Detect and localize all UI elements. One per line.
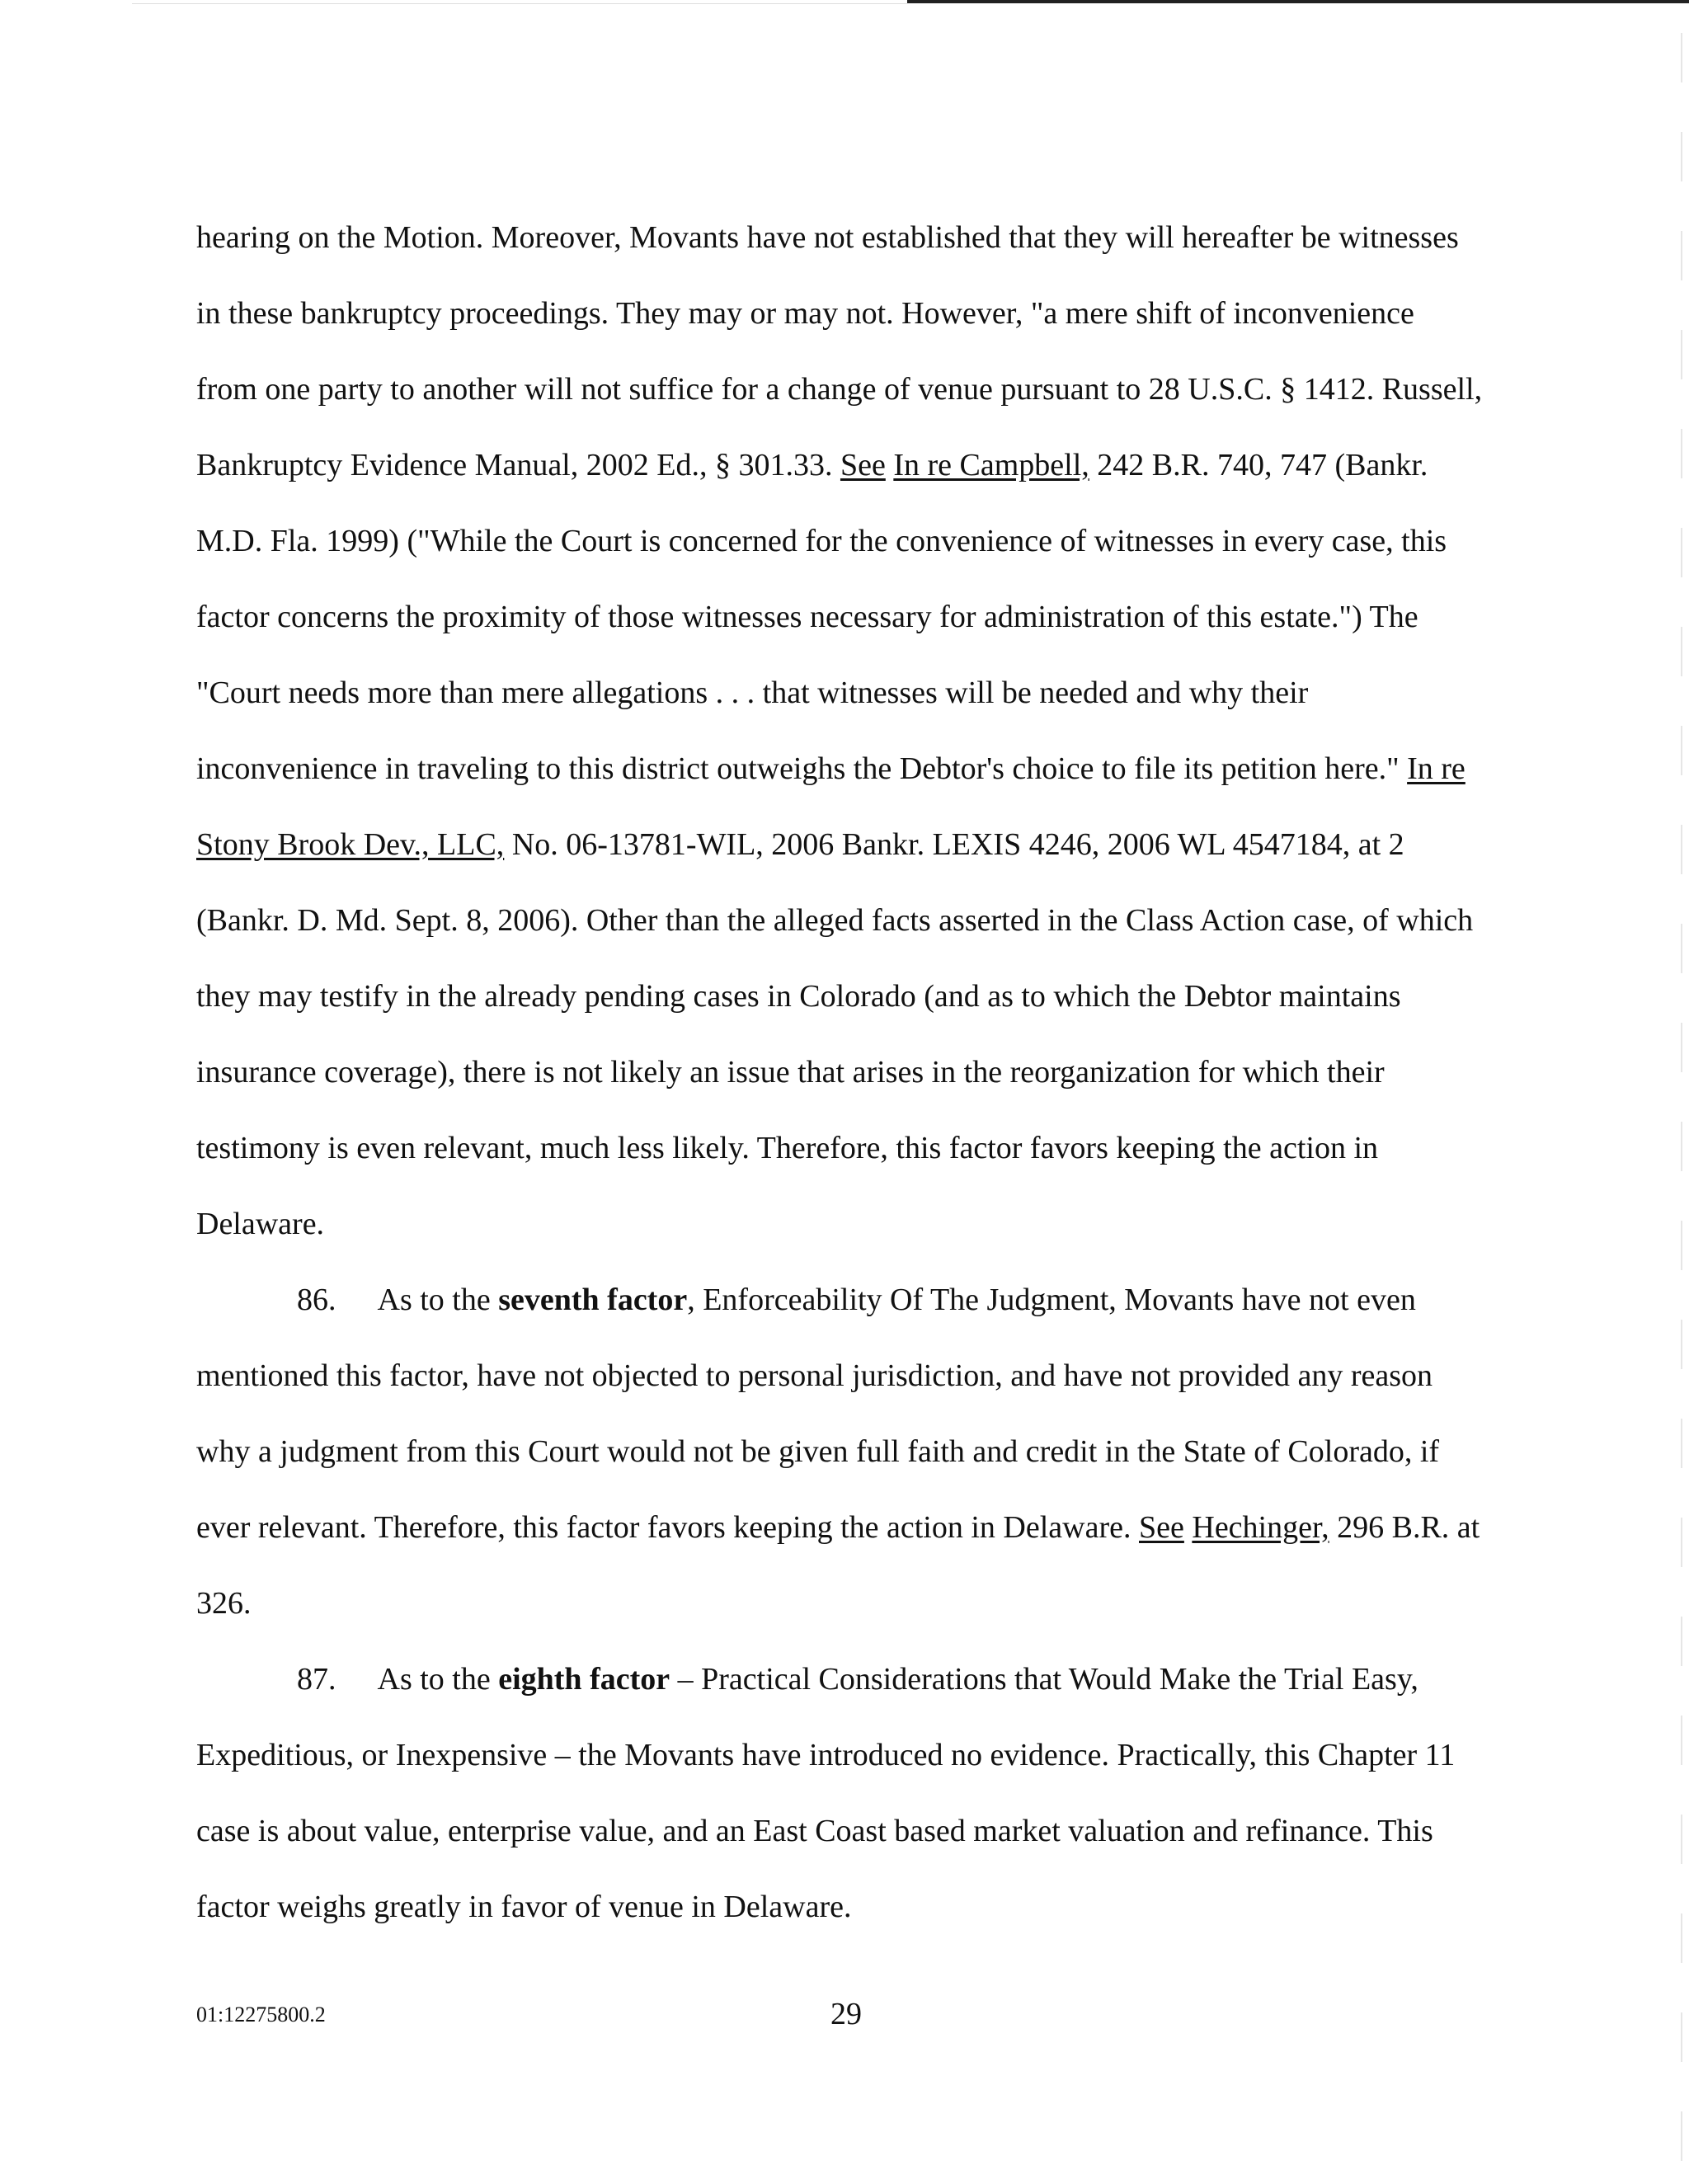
bold-term: eighth factor <box>498 1662 670 1697</box>
paragraph-number: 86. <box>297 1283 336 1317</box>
citation-signal: See <box>1139 1510 1184 1545</box>
paragraph-number: 87. <box>297 1662 336 1697</box>
case-citation: In re Stony Brook Dev., LLC, <box>196 751 1466 862</box>
case-citation: In re Campbell, <box>893 448 1089 482</box>
top-rule <box>907 0 1689 3</box>
bold-term: seventh factor <box>498 1283 688 1317</box>
page-number: 29 <box>830 1997 862 2031</box>
paragraph-87: 87. As to the eighth factor – Practical Considerations that Would Make the Trial Easy, Expeditious, or Inexpensive – the Movants have introduced no evidence. Practically, this Chapter 11 case is about value, enterprise value, and an East Coast based market valuation and refinance. This factor weighs greatly in favor of venue in Delaware. <box>196 1662 1456 1924</box>
top-rule-faint <box>132 3 907 4</box>
paragraph-continued: hearing on the Motion. Moreover, Movants have not established that they will hereafter be witnesses in these bankruptcy proceedings. They may or may not. However, "a mere shift of inconvenience from one party to another will not suffice for a change of venue pursuant to 28 U.S.C. § 1412. Russell, Bankruptcy Evidence Manual, 2002 Ed., § 301.33. See In re Campbell, 242 B.R. 740, 747 (Bankr. M.D. Fla. 1999) ("While the Court is concerned for the convenience of witnesses in every case, this factor concerns the proximity of those witnesses necessary for administration of this estate.") The "Court needs more than mere allegations . . . that witnesses will be needed and why their inconvenience in traveling to this district outweighs the Debtor's choice to file its petition here." In re Stony Brook Dev., LLC, No. 06-13781-WIL, 2006 Bankr. LEXIS 4246, 2006 WL 4547184, at 2 (Bankr. D. Md. Sept. 8, 2006). Other than the alleged facts asserted in the Class Action case, of which they may testify in the already pending cases in Colorado (and as to which the Debtor maintains insurance coverage), there is not likely an issue that arises in the reorganization for which their testimony is even relevant, much less likely. Therefore, this factor favors keeping the action in Delaware. <box>196 220 1483 1241</box>
document-body <box>196 200 1483 1945</box>
citation-signal: See <box>840 448 886 482</box>
paragraph-86: 86. As to the seventh factor, Enforceability Of The Judgment, Movants have not even mentioned this factor, have not objected to personal jurisdiction, and have not provided any reason why a judgment from this Court would not be given full faith and credit in the State of Colorado, if ever relevant. Therefore, this factor favors keeping the action in Delaware. See Hechinger, 296 B.R. at 326. <box>196 1283 1480 1621</box>
document-id: 01:12275800.2 <box>196 2003 326 2026</box>
scan-edge <box>1681 33 1682 2161</box>
case-citation: Hechinger, <box>1192 1510 1329 1545</box>
